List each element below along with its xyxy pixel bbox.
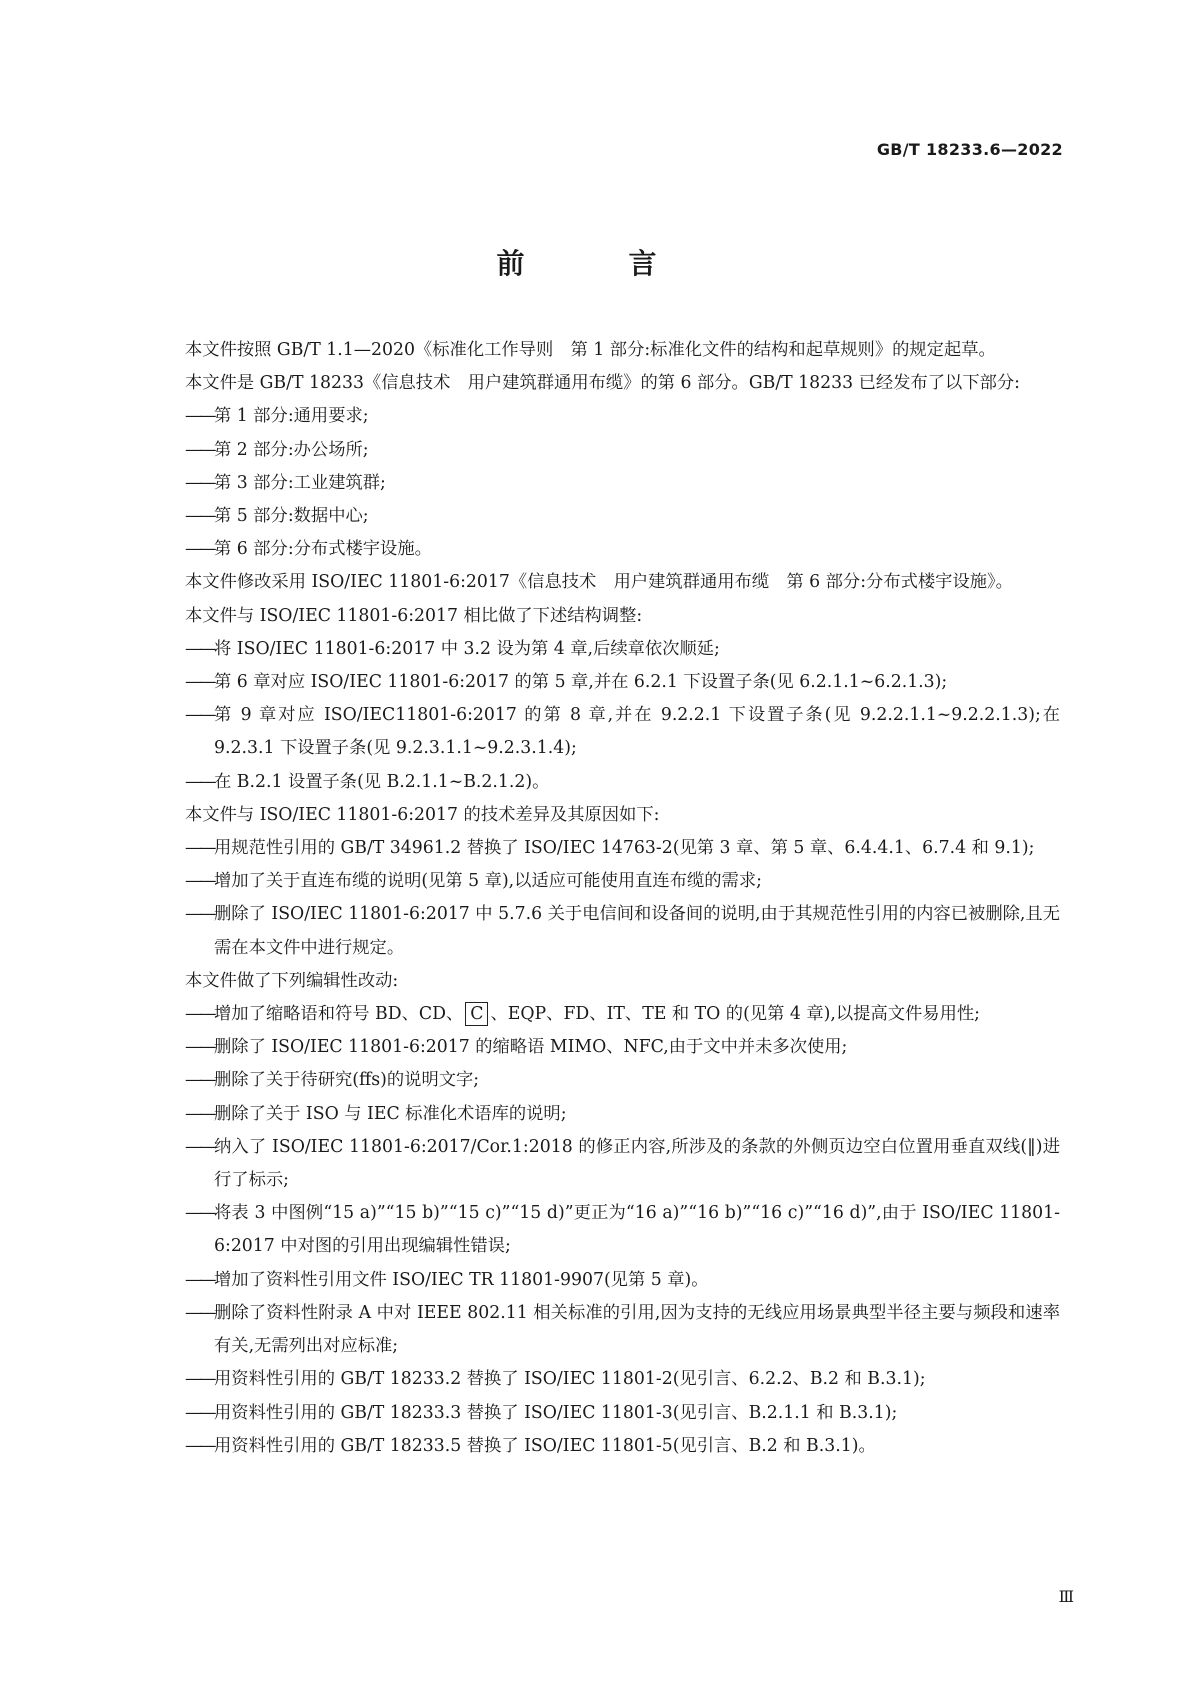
dash-marker: —— xyxy=(185,472,214,493)
dash-marker: —— xyxy=(185,506,214,527)
list-item xyxy=(152,1131,1060,1197)
list-item-text: 删除了 ISO/IEC 11801-6:2017 的缩略语 MIMO、NFC,由于文中并未多次使用; xyxy=(214,1037,848,1058)
standard-number: GB/T 18233.6—2022 xyxy=(876,140,1063,159)
list-item xyxy=(152,533,1060,566)
dash-marker: —— xyxy=(185,539,214,560)
structure-changes-list xyxy=(152,633,1060,799)
dash-marker: —— xyxy=(185,638,214,659)
list-item-text: 第 2 部分:办公场所; xyxy=(214,439,369,460)
list-item-text: 第 5 部分:数据中心; xyxy=(214,506,369,527)
dash-marker: —— xyxy=(185,904,214,925)
dash-marker: —— xyxy=(185,1103,214,1124)
paragraph: 本文件做了下列编辑性改动: xyxy=(185,970,399,991)
list-item xyxy=(152,898,1060,964)
list-item xyxy=(152,1297,1060,1363)
list-item xyxy=(152,766,1060,799)
dash-marker: —— xyxy=(185,705,214,726)
dash-marker: —— xyxy=(185,1369,214,1390)
list-item-text: 删除了关于待研究(ffs)的说明文字; xyxy=(214,1070,480,1091)
dash-marker: —— xyxy=(185,1037,214,1058)
list-item-text: 纳入了 ISO/IEC 11801-6:2017/Cor.1:2018 的修正内容,所涉及的条款的外侧页边空白位置用垂直双线(‖)进行了标示; xyxy=(214,1136,1060,1191)
dash-marker: —— xyxy=(185,672,214,693)
paragraph: 本文件按照 GB/T 1.1—2020《标准化工作导则 第 1 部分:标准化文件的结构和起草规则》的规定起草。 xyxy=(185,340,996,360)
list-item-text: 删除了关于 ISO 与 IEC 标准化术语库的说明; xyxy=(214,1103,567,1124)
list-item xyxy=(152,666,1060,699)
dash-marker: —— xyxy=(185,439,214,460)
list-item xyxy=(152,699,1060,765)
list-item xyxy=(152,1397,1060,1430)
list-item-text: 用资料性引用的 GB/T 18233.3 替换了 ISO/IEC 11801-3(见引言、B.2.1.1 和 B.3.1); xyxy=(214,1402,898,1423)
dash-marker: —— xyxy=(185,1070,214,1091)
list-item-text: 用资料性引用的 GB/T 18233.5 替换了 ISO/IEC 11801-5(见引言、B.2 和 B.3.1)。 xyxy=(214,1435,876,1456)
list-item-text: 将表 3 中图例“15 a)”“15 b)”“15 c)”“15 d)”更正为“16 a)”“16 b)”“16 c)”“16 d)”,由于 ISO/IEC 11801-6:2017 中对图的引用出现编辑性错误; xyxy=(214,1203,1060,1257)
dash-marker: —— xyxy=(185,1004,214,1025)
list-item-text: 第 1 部分:通用要求; xyxy=(214,406,369,427)
dash-marker: —— xyxy=(185,406,214,427)
list-item xyxy=(152,400,1060,433)
dash-marker: —— xyxy=(185,1203,214,1224)
list-item xyxy=(152,1363,1060,1396)
list-item-text: 增加了资料性引用文件 ISO/IEC TR 11801-9907(见第 5 章)。 xyxy=(214,1269,709,1290)
list-item-text: 用规范性引用的 GB/T 34961.2 替换了 ISO/IEC 14763-2(见第 3 章、第 5 章、6.4.4.1、6.7.4 和 9.1); xyxy=(214,838,1035,859)
list-item-text: 第 6 章对应 ISO/IEC 11801-6:2017 的第 5 章,并在 6.2.1 下设置子条(见 6.2.1.1~6.2.1.3); xyxy=(214,672,948,693)
list-item xyxy=(152,1197,1060,1263)
list-item-text: 增加了关于直连布缆的说明(见第 5 章),以适应可能使用直连布缆的需求; xyxy=(214,871,762,892)
list-item-text: 将 ISO/IEC 11801-6:2017 中 3.2 设为第 4 章,后续章依次顺延; xyxy=(214,638,720,659)
list-item xyxy=(152,1430,1060,1463)
list-item-text: 删除了资料性附录 A 中对 IEEE 802.11 相关标准的引用,因为支持的无线应用场景典型半径主要与频段和速率有关,无需列出对应标准; xyxy=(214,1302,1060,1357)
list-item xyxy=(152,500,1060,533)
list-item xyxy=(152,633,1060,666)
paragraph: 本文件与 ISO/IEC 11801-6:2017 的技术差异及其原因如下: xyxy=(185,804,660,825)
list-item xyxy=(152,1064,1060,1097)
list-item-text: 第 3 部分:工业建筑群; xyxy=(214,472,386,493)
list-item xyxy=(152,467,1060,500)
technical-differences-list xyxy=(152,832,1060,965)
parts-list xyxy=(152,400,1060,566)
dash-marker: —— xyxy=(185,1435,214,1456)
editorial-changes-list xyxy=(152,998,1060,1463)
page-number: Ⅲ xyxy=(1058,1587,1074,1606)
dash-marker: —— xyxy=(185,838,214,859)
list-item-text: 第 9 章对应 ISO/IEC11801-6:2017 的第 8 章,并在 9.2.2.1 下设置子条(见 9.2.2.1.1~9.2.2.1.3);在 9.2.3.1 下设置子条(见 9.2.3.1.1~9.2.3.1.4); xyxy=(214,705,1060,759)
dash-marker: —— xyxy=(185,771,214,792)
dash-marker: —— xyxy=(185,1402,214,1423)
list-item-text: 第 6 部分:分布式楼宇设施。 xyxy=(214,539,432,560)
list-item xyxy=(152,434,1060,467)
list-item-text: 增加了缩略语和符号 BD、CD、 xyxy=(214,1004,464,1025)
paragraph: 本文件修改采用 ISO/IEC 11801-6:2017《信息技术 用户建筑群通用布缆 第 6 部分:分布式楼宇设施》。 xyxy=(185,572,1013,593)
list-item xyxy=(152,832,1060,865)
list-item xyxy=(152,998,1060,1031)
list-item xyxy=(152,1031,1060,1064)
paragraph: 本文件与 ISO/IEC 11801-6:2017 相比做了下述结构调整: xyxy=(185,605,643,626)
page-title: 前 言 xyxy=(496,247,695,280)
list-item xyxy=(152,865,1060,898)
dash-marker: —— xyxy=(185,1269,214,1290)
dash-marker: —— xyxy=(185,1136,214,1157)
paragraph: 本文件是 GB/T 18233《信息技术 用户建筑群通用布缆》的第 6 部分。GB/T 18233 已经发布了以下部分: xyxy=(185,373,1020,394)
boxed-symbol: C xyxy=(465,1002,488,1026)
document-body xyxy=(152,334,1060,1463)
list-item xyxy=(152,1098,1060,1131)
list-item xyxy=(152,1264,1060,1297)
list-item-text: 、EQP、FD、IT、TE 和 TO 的(见第 4 章),以提高文件易用性; xyxy=(490,1004,980,1025)
dash-marker: —— xyxy=(185,871,214,892)
list-item-text: 删除了 ISO/IEC 11801-6:2017 中 5.7.6 关于电信间和设备间的说明,由于其规范性引用的内容已被删除,且无需在本文件中进行规定。 xyxy=(214,904,1060,958)
dash-marker: —— xyxy=(185,1302,214,1323)
list-item-text: 用资料性引用的 GB/T 18233.2 替换了 ISO/IEC 11801-2(见引言、6.2.2、B.2 和 B.3.1); xyxy=(214,1369,926,1390)
list-item-text: 在 B.2.1 设置子条(见 B.2.1.1~B.2.1.2)。 xyxy=(214,771,550,792)
